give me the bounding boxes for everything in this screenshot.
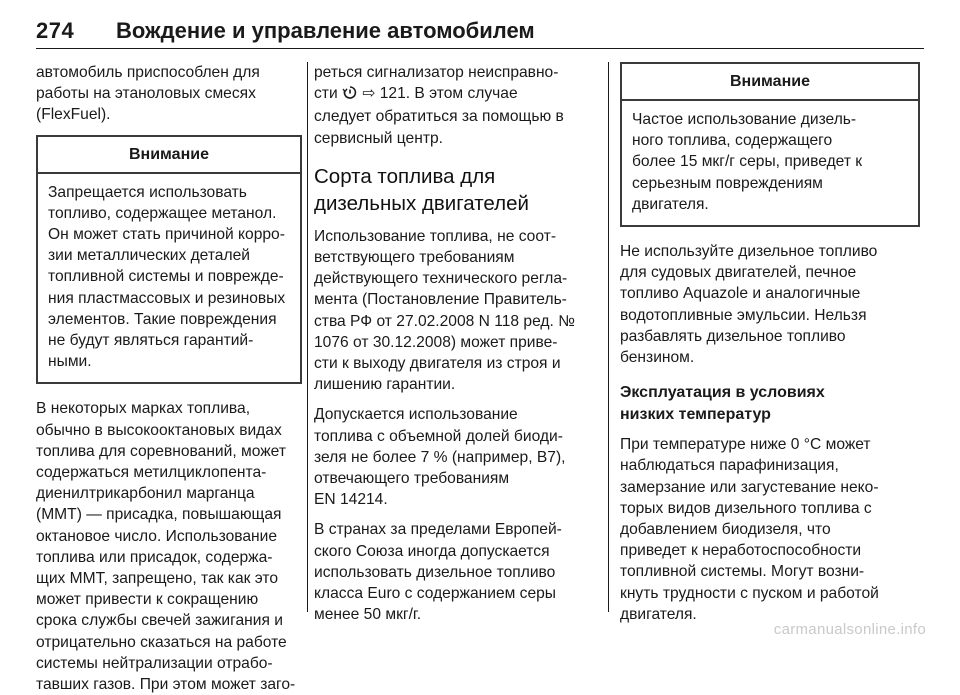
column-divider	[307, 62, 308, 612]
paragraph: В странах за пределами Европей- ского Союза иногда допускается использовать дизельное топливо класса Euro с содержанием серы менее 50 мкг/г.	[314, 521, 562, 624]
warning-text: Частое использование дизель- ного топлива, содержащего более 15 мкг/г серы, приведет к серьезным повреждениям двигателя.	[632, 111, 863, 213]
warning-title: Внимание	[622, 64, 918, 101]
paragraph	[314, 62, 599, 149]
text-continuation: следует обратиться за помощью в сервисный центр.	[314, 108, 564, 147]
page-reference-arrow-icon[interactable]: ⇨	[362, 85, 376, 103]
warning-text: Запрещается использовать топливо, содержащее метанол. Он может стать причиной корро- зии металлических деталей топливной системы и поврежде- ния пластмассовых и резиновых элементов. Такие повреждения не будут являться гарантий- ными.	[48, 183, 286, 371]
warning-title: Внимание	[38, 137, 300, 174]
chapter-title: Вождение и управление автомобилем	[116, 18, 535, 43]
warning-box	[620, 62, 920, 227]
text-fragment: сти	[314, 85, 342, 103]
paragraph: Не используйте дизельное топливо для судовых двигателей, печное топливо Aquazole и аналогичные водотопливные эмульсии. Нельзя разбавлять дизельное топливо бензином.	[620, 243, 878, 367]
watermark: carmanualsonline.info	[773, 621, 926, 638]
section-heading: Сорта топлива для дизельных двигателей	[314, 164, 529, 215]
paragraph: При температуре ниже 0 °C может наблюдаться парафинизация, замерзание или загустевание неко- торых видов дизельного топлива с добавлением биодизеля, что приведет к неработоспособности топливной системы. Могут возни- кнуть трудности с пуском и работой двигателя.	[620, 436, 879, 623]
subsection-heading: Эксплуатация в условиях низких температур	[620, 384, 825, 423]
paragraph: Допускается использование топлива с объемной долей биоди- зеля не более 7 % (например, В7), отвечающего требованиям EN 14214.	[314, 406, 566, 509]
page-header	[36, 14, 924, 49]
column-right	[620, 62, 920, 625]
warning-box	[36, 135, 302, 385]
text-line: реться сигнализатор неисправно-	[314, 64, 559, 81]
paragraph: В некоторых марках топлива, обычно в высокооктановых видах топлива для соревнований, может содержаться метилциклопента- диенилтрикарбонил марганца (ММТ) — присадка, повышающая октановое число. Использование топлива или присадок, содержа- щих ММТ, запрещено, так как это может привести к сокращению срока службы свечей зажигания и отрицательно сказаться на работе системы нейтрализации отрабо- тавших газов. При этом может заго-	[36, 400, 296, 694]
engine-check-icon	[342, 85, 358, 106]
column-middle	[314, 62, 599, 625]
page-number: 274	[36, 18, 75, 43]
column-divider	[608, 62, 609, 612]
column-left	[36, 62, 302, 695]
page-reference[interactable]: 121. В этом случае	[375, 85, 518, 103]
paragraph: автомобиль приспособлен для работы на этаноловых смесях (FlexFuel).	[36, 64, 260, 124]
paragraph: Использование топлива, не соот- ветствующего требованиям действующего технического регла- мента (Постановление Правитель- ства РФ от 27.02.2008 N 118 ред. № 1076 от 30.12.2008) может приве- сти к выходу двигателя из строя и лишению гарантии.	[314, 227, 575, 394]
